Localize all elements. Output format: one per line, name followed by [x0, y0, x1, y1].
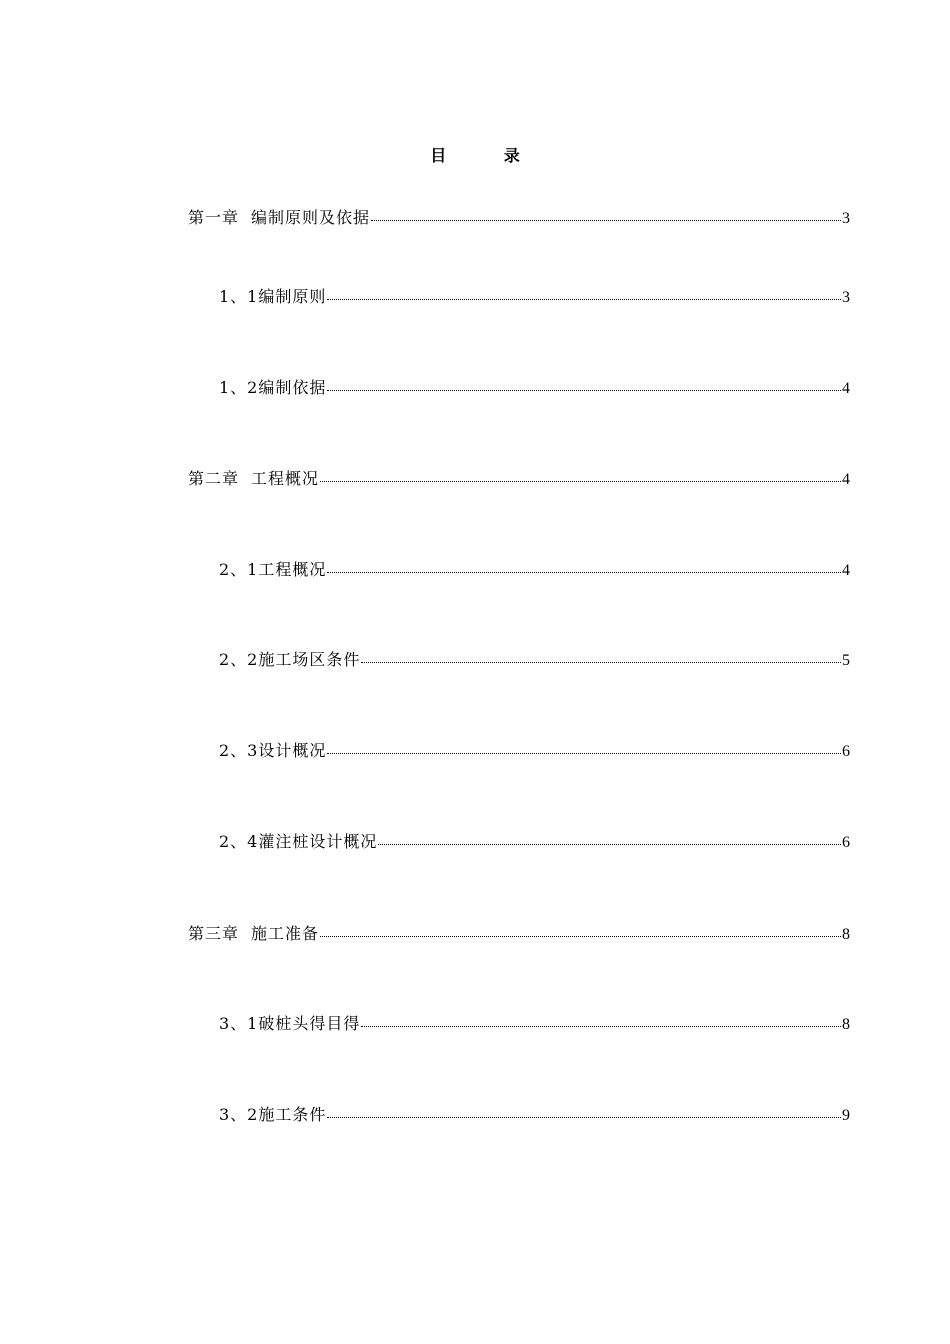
- toc-dot-leader: [371, 206, 841, 221]
- toc-dot-leader: [320, 922, 841, 937]
- toc-page-number: 8: [842, 926, 850, 943]
- toc-page-number: 5: [842, 652, 850, 669]
- toc-entry-3-1[interactable]: [219, 1014, 850, 1034]
- toc-entry-text: 2、2施工场区条件: [219, 650, 361, 669]
- toc-page-number: 3: [842, 210, 850, 227]
- toc-entry-chapter-2[interactable]: [188, 469, 850, 489]
- toc-entry-text: 3、1破桩头得目得: [219, 1014, 361, 1033]
- toc-entry-text: 3、2施工条件: [219, 1105, 327, 1124]
- toc-entry-2-1[interactable]: [219, 560, 850, 580]
- toc-dot-leader: [327, 285, 841, 300]
- toc-entry-text: 施工准备: [251, 924, 320, 943]
- toc-dot-leader: [361, 1012, 841, 1027]
- toc-page-number: 3: [842, 289, 850, 306]
- toc-page-number: 6: [842, 834, 850, 851]
- toc-entry-text: 工程概况: [251, 469, 320, 488]
- toc-entry-2-4[interactable]: [219, 832, 850, 852]
- toc-entry-chapter-1[interactable]: [188, 208, 850, 228]
- toc-entry-text: 1、2编制依据: [219, 378, 327, 397]
- toc-entry-2-3[interactable]: [219, 741, 850, 761]
- toc-chapter-label: 第二章: [188, 469, 240, 488]
- toc-entry-1-1[interactable]: [219, 287, 850, 307]
- toc-dot-leader: [327, 376, 841, 391]
- toc-page-number: 4: [842, 562, 850, 579]
- toc-dot-leader: [327, 558, 841, 573]
- toc-entry-text: 2、3设计概况: [219, 741, 327, 760]
- toc-dot-leader: [320, 467, 841, 482]
- toc-dot-leader: [378, 830, 841, 845]
- toc-page-number: 8: [842, 1016, 850, 1033]
- toc-dot-leader: [327, 739, 841, 754]
- toc-page-number: 6: [842, 743, 850, 760]
- toc-title: 目 录: [430, 146, 546, 165]
- toc-dot-leader: [361, 648, 841, 663]
- toc-entry-text: 2、1工程概况: [219, 560, 327, 579]
- toc-chapter-label: 第一章: [188, 208, 240, 227]
- toc-entry-2-2[interactable]: [219, 650, 850, 670]
- toc-entry-chapter-3[interactable]: [188, 924, 850, 944]
- toc-entry-text: 编制原则及依据: [251, 208, 371, 227]
- toc-page-number: 4: [842, 380, 850, 397]
- toc-chapter-label: 第三章: [188, 924, 240, 943]
- toc-page-number: 9: [842, 1107, 850, 1124]
- toc-entry-text: 1、1编制原则: [219, 287, 327, 306]
- toc-entry-text: 2、4灌注桩设计概况: [219, 832, 378, 851]
- toc-entry-1-2[interactable]: [219, 378, 850, 398]
- toc-page-number: 4: [842, 471, 850, 488]
- toc-entry-3-2[interactable]: [219, 1105, 850, 1125]
- toc-dot-leader: [327, 1103, 841, 1118]
